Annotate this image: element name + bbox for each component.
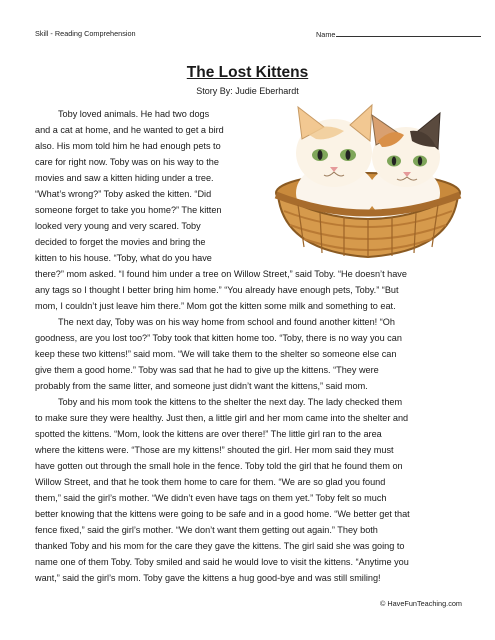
story-line: Willow Street, and that he took them home to care for them. “We are so glad you found xyxy=(35,477,386,487)
story-line: better knowing that the kittens were going to be safe and in a good home. “We better get that xyxy=(35,509,410,519)
name-label: Name xyxy=(316,30,336,39)
story-line: them,” said the girl’s mother. “We didn’t even have tags on them yet.” Toby felt so much xyxy=(35,493,387,503)
story-line: care for right now. Toby was on his way to the xyxy=(35,157,219,167)
story-line: where the kittens were. “Those are my kittens!” shouted the girl. Her mom said they must xyxy=(35,445,394,455)
story-line: kitten to his house. “Toby, what do you have xyxy=(35,253,212,263)
skill-label: Skill - Reading Comprehension xyxy=(35,29,136,38)
copyright-footer: © HaveFunTeaching.com xyxy=(379,599,462,608)
story-line: want,” said the girl’s mom. Toby gave the kittens a hug good-bye and was still smiling! xyxy=(35,573,381,583)
story-line: give them a good home.” Toby was sad that he had to give up the kittens. “They were xyxy=(35,365,379,375)
story-line: also. His mom told him he had enough pets to xyxy=(35,141,221,151)
name-field xyxy=(316,29,481,39)
story-line: thanked Toby and his mom for the care they gave the kittens. The girl said she was going to xyxy=(35,541,405,551)
story-line: someone forget to take you home?” The kitten xyxy=(35,205,222,215)
story-line: to make sure they were healthy. Just then, a little girl and her mom came into the shelter and xyxy=(35,413,409,423)
story-line: The next day, Toby was on his way home from school and found another kitten! “Oh xyxy=(58,317,395,327)
name-blank-line[interactable] xyxy=(336,29,481,37)
story-title: The Lost Kittens xyxy=(186,64,309,81)
story-line: fence fixed,” said the girl’s mother. “We don’t want them getting out again.” They both xyxy=(35,525,378,535)
story-line: goodness, are you lost too?” Toby took that kitten home too. “Toby, there is no way you can xyxy=(35,333,402,343)
story-line: and a cat at home, and he wanted to get a bird xyxy=(35,125,224,135)
story-line: “What’s wrong?” Toby asked the kitten. “Did xyxy=(35,189,212,199)
story-line: keep these two kittens!” said mom. “We will take them to the shelter so someone else can xyxy=(35,349,397,359)
story-line: there?” mom asked. “I found him under a tree on Willow Street,” said Toby. “He doesn’t have xyxy=(35,269,407,279)
story-line: mom, I couldn’t just leave him there.” Mom got the kitten some milk and something to eat. xyxy=(35,301,396,311)
story-line: any tags so I thought I better bring him home.” “You already have enough pets, Toby.” “But xyxy=(35,285,399,295)
story-author: Story By: Judie Eberhardt xyxy=(196,86,299,96)
story-line: decided to forget the movies and bring the xyxy=(35,237,206,247)
story-line: name one of them Toby. Toby smiled and said he would love to visit the kittens. “Anytime you xyxy=(35,557,409,567)
story-line: spotted the kittens. “Mom, look the kittens are over there!” The little girl ran to the area xyxy=(35,429,382,439)
story-line: movies and saw a kitten hiding under a tree. xyxy=(35,173,214,183)
story-line: have gotten out through the small hole in the fence. Toby told the girl that he found them on xyxy=(35,461,403,471)
story-line: Toby and his mom took the kittens to the shelter the next day. The lady checked them xyxy=(58,397,403,407)
story-body xyxy=(35,106,468,586)
story-line: looked very young and very scared. Toby xyxy=(35,221,201,231)
story-line: probably from the same litter, and someone just didn’t want the kittens,” said mom. xyxy=(35,381,368,391)
story-line: Toby loved animals. He had two dogs xyxy=(58,109,210,119)
